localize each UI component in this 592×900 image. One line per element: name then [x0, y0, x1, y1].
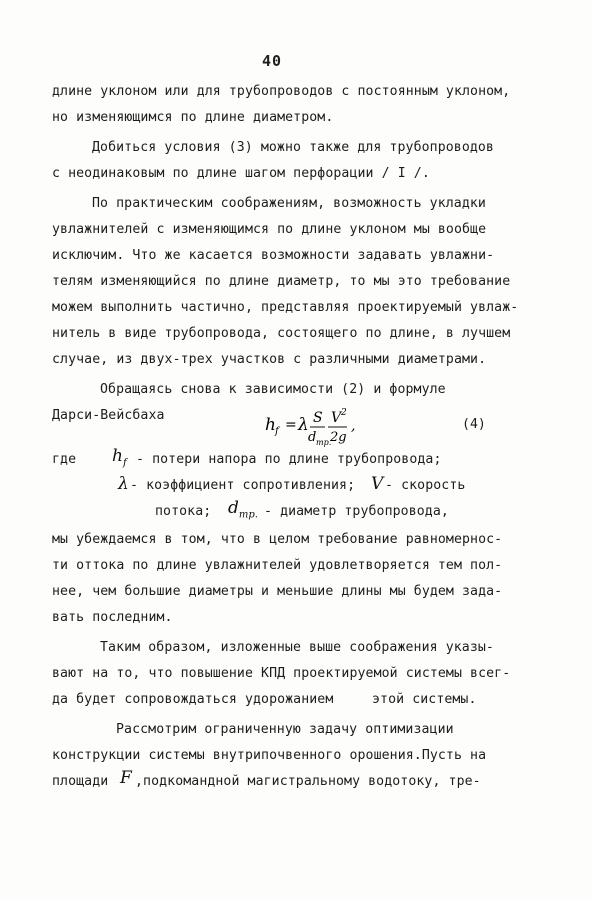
- def-v-text: - скорость: [385, 478, 466, 493]
- page-number: 40: [262, 52, 283, 70]
- formula-equals: =: [285, 417, 297, 433]
- text-line: увлажнителей с изменяющимся по длине уклоном мы вообще: [52, 222, 487, 237]
- text-line: мы убеждаемся в том, что в целом требование равномернос-: [52, 532, 503, 547]
- def-lambda-text: - коэффициент сопротивления;: [130, 478, 356, 493]
- def-lambda-symbol: λ: [118, 474, 129, 494]
- text-line: нитель в виде трубопровода, состоящего по длине, в лучшем: [52, 326, 511, 341]
- text-line: случае, из двух-трех участков с различными диаметрами.: [52, 352, 487, 367]
- formula-lhs: h: [265, 415, 276, 435]
- def-v-symbol: V: [371, 474, 384, 494]
- formula-lhs-sub: f: [275, 426, 279, 437]
- text-line: с неодинаковым по длине шагом перфорации / I /.: [52, 166, 430, 181]
- formula-number: (4): [462, 417, 486, 432]
- area-symbol-f: F: [120, 768, 132, 788]
- formula-frac2-num-sup: 2: [341, 408, 347, 418]
- text-line: длине уклоном или для трубопроводов с постоянным уклоном,: [52, 84, 511, 99]
- text-line: По практическим соображениям, возможность укладки: [92, 196, 486, 211]
- text-line: вать последним.: [52, 610, 173, 625]
- formula-frac2-den: 2g: [330, 430, 347, 445]
- text-line: нее, чем большие диаметры и меньшие длины мы будем зада-: [52, 584, 503, 599]
- text-line: да будет сопровождаться удорожанием: [52, 692, 334, 707]
- text-line: но изменяющимся по длине диаметром.: [52, 110, 334, 125]
- text-line: ,подкомандной магистральному водотоку, тре-: [135, 774, 481, 789]
- where-label: где: [52, 452, 77, 467]
- text-line: конструкции системы внутрипочвенного орошения.Пусть на: [52, 748, 487, 763]
- text-line: телям изменяющийся по длине диаметр, то мы это требование: [52, 274, 511, 289]
- formula-frac1-num: S: [313, 410, 323, 426]
- text-line: Таким образом, изложенные выше соображения указы-: [100, 640, 494, 655]
- text-line: Дарси-Вейсбаха: [52, 408, 165, 423]
- text-line: исключим. Что же касается возможности задавать увлажни-: [52, 248, 495, 263]
- def-h-text: - потери напора по длине трубопровода;: [136, 452, 442, 467]
- text-line: этой системы.: [372, 692, 477, 707]
- text-line: можем выполнить частично, представляя проектируемый увлаж-: [52, 300, 519, 315]
- formula-frac1-den-sub: тр.: [316, 438, 332, 447]
- formula-graphic: [265, 408, 365, 454]
- def-potok: потока;: [155, 504, 212, 519]
- text-line: площади: [52, 774, 109, 789]
- def-d-text: - диаметр трубопровода,: [264, 504, 449, 519]
- formula-frac2-num: V: [331, 410, 342, 426]
- formula-frac1-den: d: [308, 430, 317, 445]
- formula-trail: ,: [351, 418, 356, 434]
- def-d-symbol: $d_{тр.}$: [228, 498, 258, 521]
- text-line: ти оттока по длине увлажнителей удовлетворяется тем пол-: [52, 558, 503, 573]
- text-line: Обращаясь снова к зависимости (2) и формуле: [100, 382, 446, 397]
- text-line: Рассмотрим ограниченную задачу оптимизации: [116, 722, 454, 737]
- def-h-symbol: $h_f$: [112, 446, 127, 469]
- text-line: Добиться условия (3) можно также для трубопроводов: [92, 140, 494, 155]
- formula-lambda: λ: [298, 415, 309, 435]
- text-line: вают на то, что повышение КПД проектируемой системы всег-: [52, 666, 511, 681]
- darcy-weisbach-formula: [265, 408, 365, 454]
